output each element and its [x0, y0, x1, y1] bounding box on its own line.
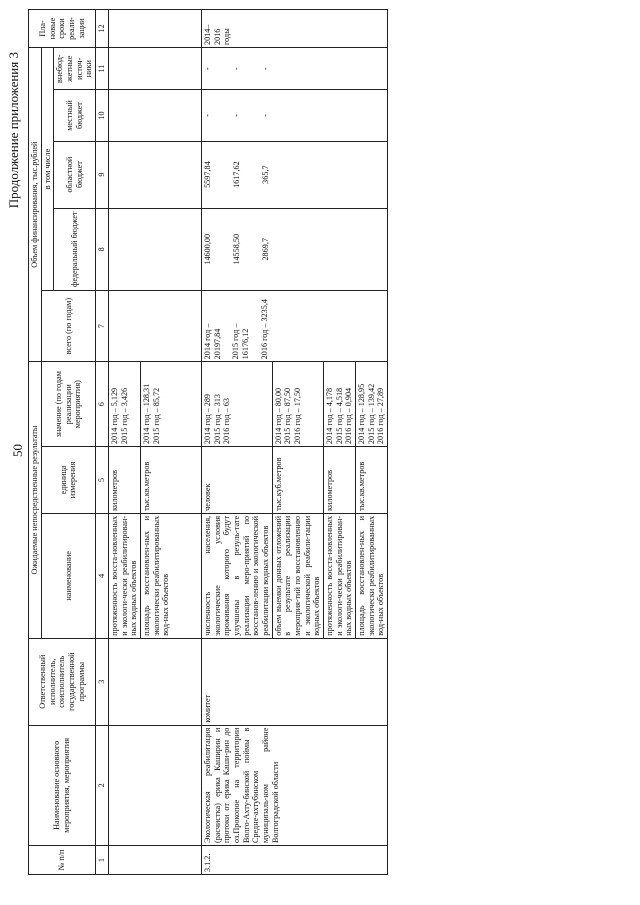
result-name: протяженность восста-новленных и экологи-чески реабилитирован-ных водных объектов — [324, 513, 356, 638]
page-number: 50 — [10, 444, 25, 457]
result-unit: человек — [202, 447, 273, 514]
result-value: 2014 год – 80,00 2015 год – 87,50 2016 год – 17,50 — [272, 362, 323, 447]
funding-extra: - — [261, 67, 271, 71]
column-number: 1 — [96, 846, 109, 875]
funding-federal: 14600,00 — [203, 233, 213, 265]
header-including: в том числе — [41, 47, 54, 290]
header-result-name: наименование — [41, 513, 95, 638]
header-regional: областной бюджет — [54, 141, 96, 208]
column-number: 9 — [96, 141, 109, 208]
funding-federal: 2869,7 — [261, 238, 271, 261]
table-row — [109, 10, 141, 875]
column-number: 3 — [96, 638, 109, 725]
result-unit: километров — [109, 447, 141, 514]
header-extra: внебюд-жетные источ-ники — [54, 47, 96, 89]
funding-regional: 5597,84 — [203, 161, 213, 188]
funding-total: 2014 год – 20197,84 — [203, 323, 222, 360]
result-unit: тыс.кв.метров — [356, 447, 388, 514]
column-number: 12 — [96, 10, 109, 48]
result-name: площадь восстановлен-ных и экологически реабилитированных вод-ных объектов — [141, 513, 202, 638]
funding-local: - — [203, 114, 213, 117]
header-executor: Ответственный исполнитель, соисполнитель государственной программы — [29, 638, 96, 725]
header-funding: Объем финансирования, тыс.рублей — [29, 47, 42, 361]
result-value: 2014 год – 128,31 2015 год – 85,72 — [141, 362, 202, 447]
funding-local: - — [232, 114, 242, 117]
result-unit: километров — [324, 447, 356, 514]
result-unit: тыс.кв.метров — [141, 447, 202, 514]
header-terms: Пла-новые сроки реали-зации — [29, 10, 96, 48]
funding-extra: - — [203, 67, 213, 71]
funding-regional: 1617,62 — [232, 161, 242, 188]
funding-total: 2015 год – 16176,12 — [231, 323, 251, 360]
continuation-title: Продолжение приложения 3 — [6, 52, 21, 209]
header-total: всего (по годам) — [41, 291, 95, 362]
funding-regional-cell — [202, 141, 388, 208]
result-name: протяженность восста-новленных и экологи-чески реабилитирован-ных водных объектов — [109, 513, 141, 638]
item-name: Экологическая реабилитация (расчистка) ерика Каширин и протоки от ерика Каши-рин до оз.Прокопое на территории Волго-Ахту-бинской поймы в Средне-ахтубинском муниципаль-ном районе Волгоградской области — [202, 725, 388, 845]
funding-local: - — [261, 114, 271, 117]
funding-local-cell — [202, 90, 388, 141]
funding-federal-cell — [202, 208, 388, 290]
result-value: 2014 год – 289 2015 год – 313 2016 год – 63 — [202, 362, 273, 447]
header-unit: единица измерения — [41, 447, 95, 514]
column-number: 7 — [96, 291, 109, 362]
column-number: 6 — [96, 362, 109, 447]
item-terms: 2014–2016 годы — [202, 10, 388, 48]
header-activity-name: Наименование основного мероприятия, мероприятия — [29, 725, 96, 845]
table-row — [202, 10, 273, 875]
funding-extra: - — [232, 67, 242, 71]
funding-federal: 14558,50 — [232, 233, 242, 265]
funding-extra-cell — [202, 47, 388, 89]
column-number: 11 — [96, 47, 109, 89]
column-number: 5 — [96, 447, 109, 514]
result-unit: тыс.куб.метров — [272, 447, 323, 514]
header-federal: федеральный бюджет — [54, 208, 96, 290]
header-expected-results: Ожидаемые непосредственные результаты — [29, 362, 42, 638]
result-name: площадь восстановлен-ных и экологически реабилитированных вод-ных объектов — [356, 513, 388, 638]
result-value: 2014 год – 4,178 2015 год – 4,518 2016 год – 0,904 — [324, 362, 356, 447]
result-value: 2014 год – 128,95 2015 год – 139,42 2016 год – 27,89 — [356, 362, 388, 447]
result-name: численность населения, экологические условия проживания которого будут улучшены в резуль-тате реализации меро-приятий по восстанов-лению и экологической реабилитации водных объектов — [202, 513, 273, 638]
program-table — [28, 9, 388, 875]
column-number: 2 — [96, 725, 109, 845]
funding-regional: 365,7 — [261, 165, 271, 184]
item-number: 3.1.2. — [202, 846, 388, 875]
column-numbers-row — [96, 10, 109, 875]
header-local: местный бюджет — [54, 90, 96, 141]
column-number: 10 — [96, 90, 109, 141]
column-number: 4 — [96, 513, 109, 638]
item-executor: комитет — [202, 638, 388, 725]
header-value: значение (по годам реализации мероприятия) — [41, 362, 95, 447]
header-number: № п/п — [29, 846, 96, 875]
result-value: 2014 год – 5,129 2015 год – 3,426 — [109, 362, 141, 447]
column-number: 8 — [96, 208, 109, 290]
funding-total: 2016 год – 3235,4 — [259, 299, 269, 360]
funding-total-cell — [202, 291, 388, 362]
result-name: объем выемки донных отложений в результате реализации мероприя-тий по восстановлению и экологической реабили-тации водных объектов — [272, 513, 323, 638]
